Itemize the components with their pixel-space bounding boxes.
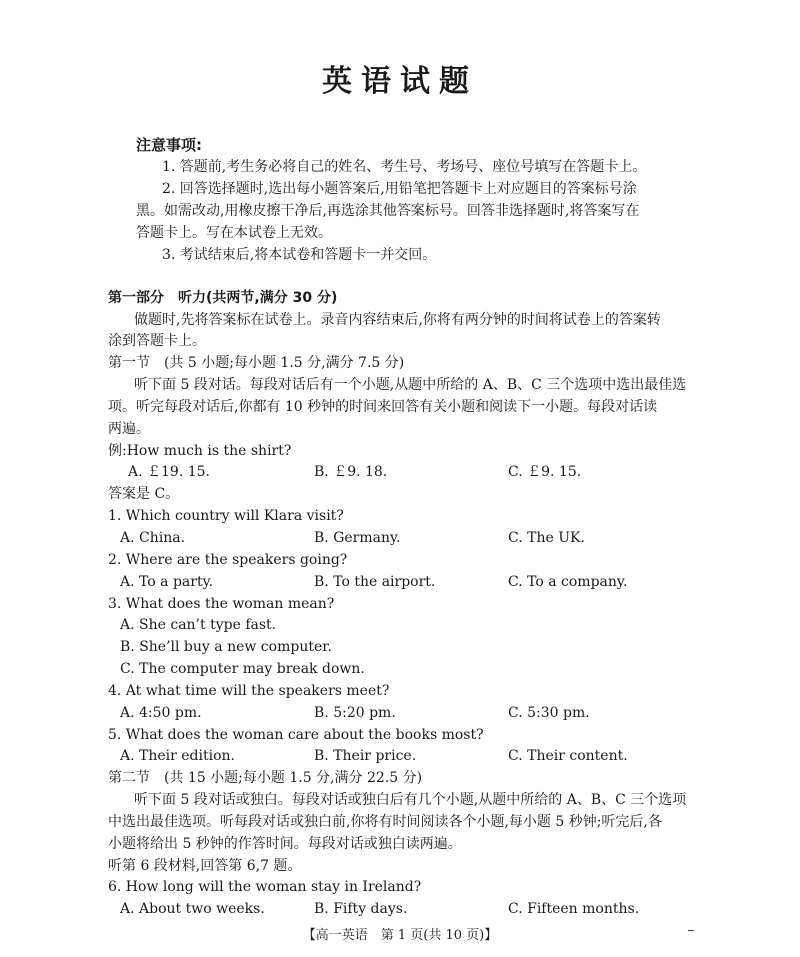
option: C. Fifteen months. bbox=[508, 901, 640, 917]
option: A. China. bbox=[120, 530, 186, 546]
option: C. Their content. bbox=[508, 748, 628, 764]
option: A. About two weeks. bbox=[120, 901, 265, 917]
notes-item: 2. 回答选择题时,选出每小题答案后,用铅笔把答题卡上对应题目的答案标号涂 bbox=[162, 181, 637, 197]
section1-intro: 项。听完每段对话后,你都有 10 秒钟的时间来回答有关小题和阅读下一小题。每段对话读 bbox=[108, 399, 658, 415]
notes-item: 3. 考试结束后,将本试卷和答题卡一并交回。 bbox=[162, 247, 437, 263]
option: A. To a party. bbox=[120, 574, 214, 590]
option: A. 4:50 pm. bbox=[120, 705, 202, 721]
section1-intro: 两遍。 bbox=[108, 421, 150, 437]
question: 3. What does the woman mean? bbox=[108, 596, 335, 612]
option: B. Their price. bbox=[314, 748, 417, 764]
option: C. The computer may break down. bbox=[120, 661, 365, 677]
option: B. To the airport. bbox=[314, 574, 436, 590]
section2-intro: 听下面 5 段对话或独白。每段对话或独白后有几个小题,从题中所给的 A、B、C 三个选项 bbox=[134, 792, 687, 808]
option: C. To a company. bbox=[508, 574, 628, 590]
page-footer: 【高一英语 第 1 页(共 10 页)】 bbox=[302, 928, 498, 943]
section2-intro: 小题将给出 5 秒钟的作答时间。每段对话或独白读两遍。 bbox=[108, 836, 462, 852]
material-note: 听第 6 段材料,回答第 6,7 题。 bbox=[108, 858, 302, 874]
option: B. She’ll buy a new computer. bbox=[120, 639, 332, 655]
question: 2. Where are the speakers going? bbox=[108, 552, 348, 568]
option: B. Fifty days. bbox=[314, 901, 408, 917]
part1-heading: 第一部分 听力(共两节,满分 30 分) bbox=[108, 290, 338, 306]
option: C. 5:30 pm. bbox=[508, 705, 590, 721]
option: A. Their edition. bbox=[120, 748, 235, 764]
section2-heading: 第二节 (共 15 小题;每小题 1.5 分,满分 22.5 分) bbox=[108, 770, 423, 786]
question: 6. How long will the woman stay in Ireland? bbox=[108, 879, 422, 895]
example-option: C. ￡9. 15. bbox=[508, 464, 582, 480]
question: 4. At what time will the speakers meet? bbox=[108, 683, 390, 699]
example-option: B. ￡9. 18. bbox=[314, 464, 388, 480]
option: B. Germany. bbox=[314, 530, 401, 546]
part1-intro: 做题时,先将答案标在试卷上。录音内容结束后,你将有两分钟的时间将试卷上的答案转 bbox=[134, 312, 661, 328]
notes-heading: 注意事项: bbox=[136, 136, 202, 154]
example-question: 例:How much is the shirt? bbox=[108, 443, 292, 459]
section1-heading: 第一节 (共 5 小题;每小题 1.5 分,满分 7.5 分) bbox=[108, 355, 405, 371]
question: 5. What does the woman care about the books most? bbox=[108, 727, 484, 743]
section1-intro: 听下面 5 段对话。每段对话后有一个小题,从题中所给的 A、B、C 三个选项中选出最佳选 bbox=[134, 377, 687, 393]
notes-item: 黑。如需改动,用橡皮擦干净后,再选涂其他答案标号。回答非选择题时,将答案写在 bbox=[136, 203, 640, 219]
section2-intro: 中选出最佳选项。听每段对话或独白前,你将有时间阅读各个小题,每小题 5 秒钟;听完后,各 bbox=[108, 814, 662, 830]
option: C. The UK. bbox=[508, 530, 585, 546]
option: B. 5:20 pm. bbox=[314, 705, 396, 721]
question: 1. Which country will Klara visit? bbox=[108, 508, 344, 524]
option: A. She can’t type fast. bbox=[120, 617, 277, 633]
notes-item: 1. 答题前,考生务必将自己的姓名、考生号、考场号、座位号填写在答题卡上。 bbox=[162, 159, 647, 175]
example-answer: 答案是 C。 bbox=[108, 486, 180, 502]
example-option: A. ￡19. 15. bbox=[128, 464, 210, 480]
notes-item: 答题卡上。写在本试卷上无效。 bbox=[136, 225, 332, 241]
margin-mark bbox=[688, 930, 694, 931]
page-title: 英语试题 bbox=[322, 64, 478, 99]
part1-intro: 涂到答题卡上。 bbox=[108, 333, 206, 349]
